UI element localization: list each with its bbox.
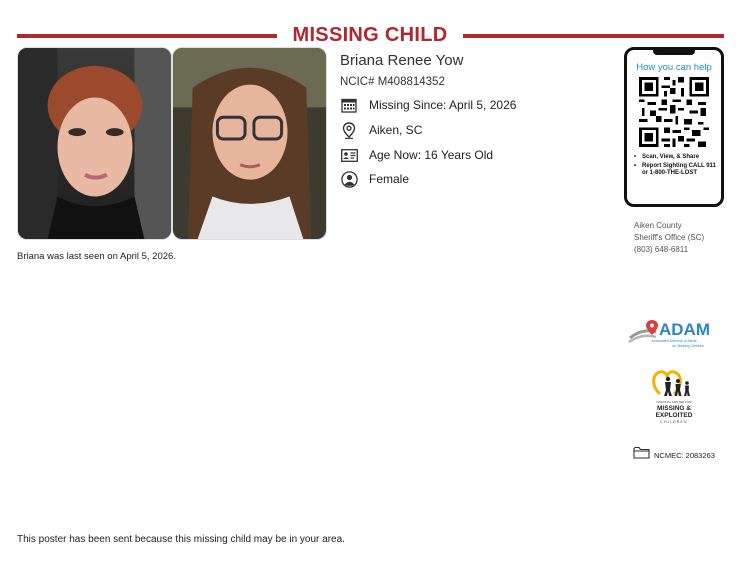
page-title: MISSING CHILD (292, 24, 448, 46)
adam-logo-tagline-1: Automated Delivery of Alerts (651, 339, 697, 343)
child-photo-2 (172, 47, 327, 240)
header-rule-left (17, 34, 277, 38)
id-card-icon (340, 146, 358, 164)
adam-logo-tagline-2: on Missing Children (672, 344, 704, 348)
person-icon (340, 170, 358, 188)
age-now-text: Age Now: 16 Years Old (369, 148, 494, 162)
help-bullet: • Scan, View, & Share (632, 154, 718, 162)
location-row (340, 121, 422, 139)
agency-name-line1: Aiken County (634, 221, 682, 230)
missing-since-text: Missing Since: April 5, 2026 (369, 98, 517, 112)
child-photo-1 (17, 47, 172, 240)
ncmec-logo-line1: NATIONAL CENTER FOR (656, 400, 692, 404)
adam-logo-icon (628, 318, 720, 352)
sex-row (340, 170, 409, 188)
last-seen-text: Briana was last seen on April 5, 2026. (17, 251, 176, 262)
child-name: Briana Renee Yow (340, 52, 464, 69)
ncmec-logo-line2: MISSING & (657, 405, 691, 412)
help-bullet: • Report Sighting CALL 911 or 1-800-THE-LOST (632, 163, 718, 178)
agency-phone[interactable]: (803) 648-6811 (634, 245, 689, 254)
sex-text: Female (369, 172, 410, 186)
ncic-number: NCIC# M408814352 (340, 76, 445, 88)
adam-logo-name: ADAM (659, 320, 710, 339)
calendar-icon (340, 96, 358, 114)
missing-since-row (340, 96, 516, 114)
age-row (340, 146, 493, 164)
ncmec-logo-icon (648, 368, 700, 428)
case-number: NCMEC: 2083263 (654, 450, 715, 460)
map-pin-icon (340, 121, 358, 139)
ncmec-logo-line3: EXPLOITED (655, 412, 693, 419)
phone-notch (653, 49, 695, 55)
footer-note: This poster has been sent because this missing child may be in your area. (17, 534, 345, 545)
portrait-photo-icon (18, 48, 171, 239)
location-text: Aiken, SC (369, 123, 423, 137)
help-card (624, 47, 724, 207)
agency-contact (634, 220, 734, 256)
help-title: How you can help (636, 62, 712, 73)
ncmec-logo-line4: CHILDREN (660, 420, 688, 424)
agency-name-line2: Sheriff's Office (SC) (634, 233, 705, 242)
qr-code-icon[interactable] (639, 77, 709, 147)
help-bullets (632, 154, 718, 179)
header-rule-right (463, 34, 724, 38)
case-number-row (633, 446, 715, 464)
portrait-photo-icon (173, 48, 326, 239)
folder-icon (633, 446, 650, 464)
